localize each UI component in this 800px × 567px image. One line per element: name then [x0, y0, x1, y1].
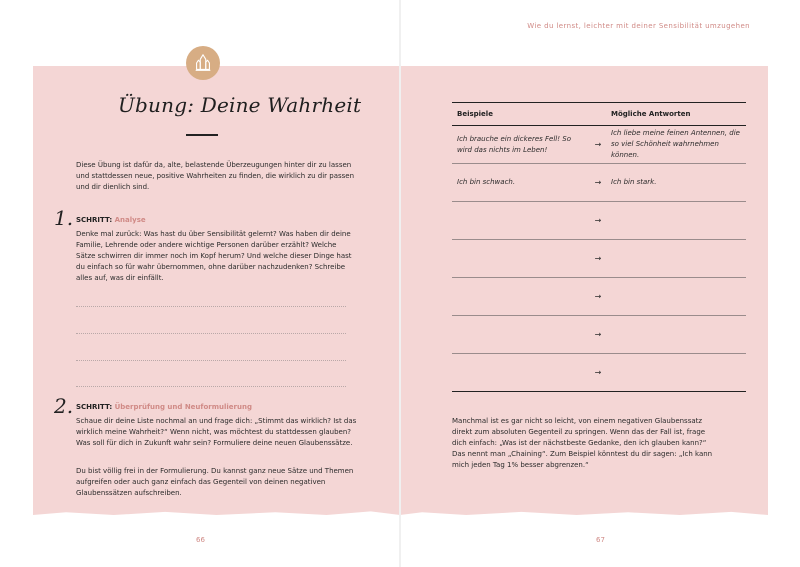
step-1-title: Analyse — [114, 216, 146, 224]
arrow-right-icon: → — [594, 254, 602, 263]
arrow-right-icon: → — [594, 178, 602, 187]
intro-text: Diese Übung ist dafür da, alte, belastende Überzeugungen hinter dir zu lassen und stattdessen neue, positive Wahrheiten zu finden, die wirklich zu dir passen und dir dienlich sind. — [76, 161, 355, 191]
step-2-title: Überprüfung und Neuformulierung — [114, 403, 252, 411]
example-cell: Ich bin schwach. — [457, 178, 516, 186]
answer-cell: Ich bin stark. — [611, 178, 657, 186]
book-gutter — [399, 0, 401, 567]
table-row[interactable] — [452, 202, 746, 240]
page-number-right: 67 — [596, 536, 605, 544]
title-underline — [186, 134, 218, 136]
column-header-examples: Beispiele — [457, 110, 493, 118]
arrow-right-icon: → — [594, 216, 602, 225]
table-row[interactable] — [452, 278, 746, 316]
step-2-label: SCHRITT: — [76, 403, 113, 411]
step-2-number: 2. — [54, 394, 74, 418]
arrow-right-icon: → — [594, 292, 602, 301]
table-row[interactable] — [452, 354, 746, 392]
arrow-right-icon: → — [594, 140, 602, 149]
arrow-right-icon: → — [594, 330, 602, 339]
answer-cell: Ich liebe meine feinen Antennen, die so viel Schönheit wahrnehmen können. — [611, 129, 740, 159]
writing-line[interactable] — [76, 386, 346, 387]
step-1-heading — [76, 216, 146, 224]
page-number-left: 66 — [196, 536, 205, 544]
step-2-heading — [76, 403, 252, 411]
table-row[interactable] — [452, 316, 746, 354]
writing-line[interactable] — [76, 306, 346, 307]
step-2-text-secondary: Du bist völlig frei in der Formulierung. Du kannst ganz neue Sätze und Themen aufgreifen oder auch ganz einfach das Gegenteil von deinen negativen Glaubenssätzen aufschreiben. — [76, 467, 354, 497]
step-1-text: Denke mal zurück: Was hast du über Sensibilität gelernt? Was haben dir deine Familie, Lehrende oder andere wichtige Personen darüber erzählt? Welche Sätze schwirren dir immer noch im Kopf herum? Und welche dieser Dinge hast du einfach so für wahr übernommen, ohne darüber nachzudenken? Schreibe alles auf, was dir einfällt. — [76, 230, 352, 282]
step-1-label: SCHRITT: — [76, 216, 113, 224]
writing-line[interactable] — [76, 333, 346, 334]
step-2-text: Schaue dir deine Liste nochmal an und frage dich: „Stimmt das wirklich? Ist das wirklich meine Wahrheit?“ Wenn nicht, was möchtest du stattdessen glauben? Was soll für dich in Zukunft wahr sein? Formuliere deine neuen Glaubenssätze. — [76, 417, 357, 447]
writing-line[interactable] — [76, 360, 346, 361]
beliefs-table — [452, 102, 746, 392]
page-title: Übung: Deine Wahrheit — [118, 93, 362, 117]
table-header — [452, 102, 746, 126]
example-cell: Ich brauche ein dickeres Fell! So wird das nichts im Leben! — [457, 134, 571, 154]
table-row[interactable] — [452, 240, 746, 278]
arrow-right-icon: → — [594, 368, 602, 377]
step-1-number: 1. — [54, 206, 74, 230]
crystal-icon — [186, 46, 220, 80]
chaining-text: Manchmal ist es gar nicht so leicht, von einem negativen Glaubenssatz direkt zum absoluten Gegenteil zu springen. Wenn das der Fall ist, frage dich einfach: „Was ist der nächstbeste Gedanke, den ich glauben kann?“ Das nennt man „Chaining“. Zum Beispiel könntest du dir sagen: „Ich kann mich jeden Tag 1% besser abgrenzen.“ — [452, 417, 713, 469]
table-row[interactable] — [452, 164, 746, 202]
column-header-answers: Mögliche Antworten — [611, 110, 691, 118]
table-row[interactable] — [452, 126, 746, 164]
running-title: Wie du lernst, leichter mit deiner Sensibilität umzugehen — [527, 22, 750, 30]
